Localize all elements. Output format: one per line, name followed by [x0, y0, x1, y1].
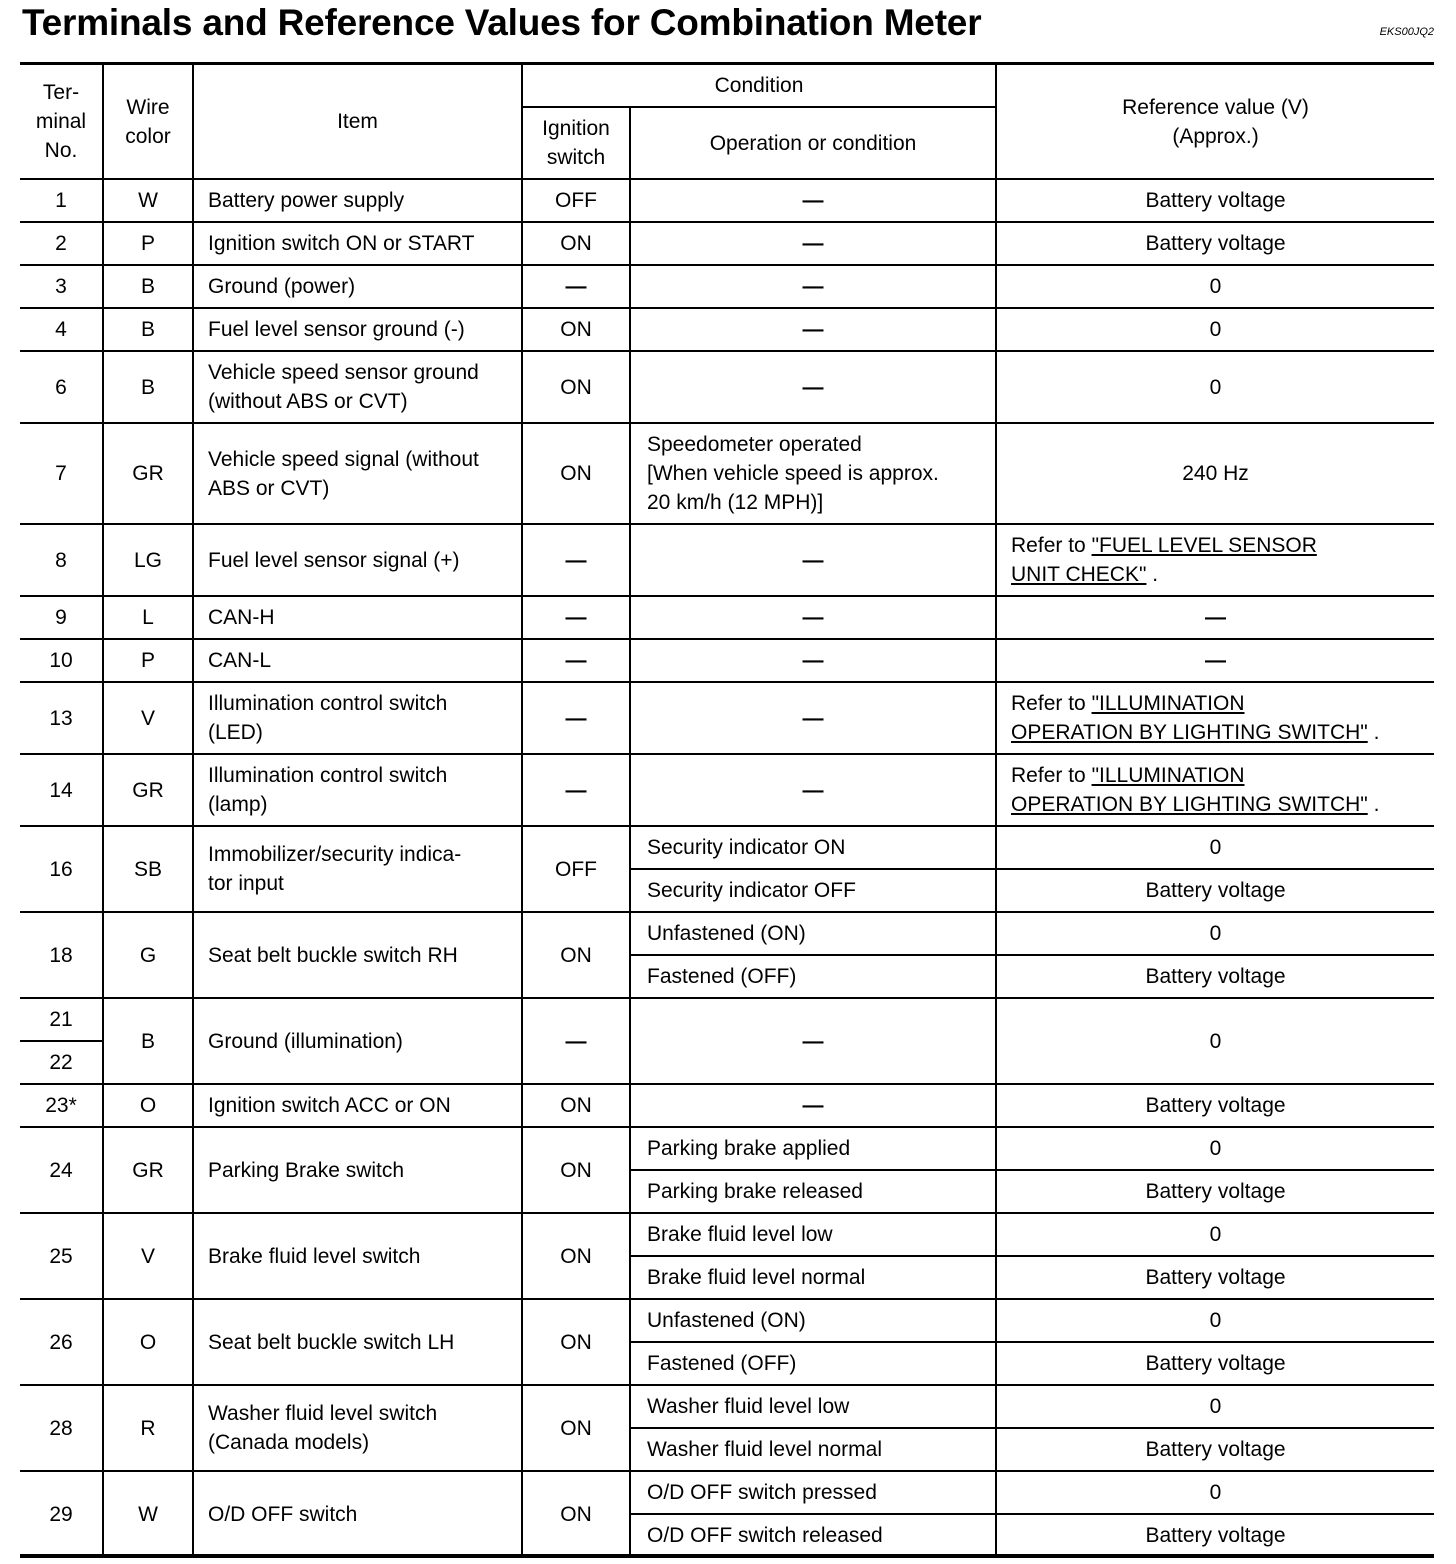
table-row: [20, 1084, 1434, 1127]
link-text-line[interactable]: UNIT CHECK": [1011, 563, 1147, 586]
operation-cell: [630, 912, 996, 955]
table-row: [20, 1127, 1434, 1170]
reference-value-cell: [996, 1471, 1434, 1514]
terminal-no-cell: [20, 351, 103, 423]
table-row: [20, 423, 1434, 524]
text-line: (Canada models): [208, 1431, 370, 1454]
text-line: Battery voltage: [1145, 1180, 1286, 1203]
text-line: Battery voltage: [1145, 1352, 1286, 1375]
terminal-no-cell: [20, 998, 103, 1041]
item-cell: [193, 682, 522, 754]
wire-color-cell: GR: [103, 423, 193, 524]
reference-value-cell: [996, 1385, 1434, 1428]
terminal-no-cell: [20, 1127, 103, 1213]
terminal-no-cell: [20, 308, 103, 351]
table-row: [20, 1471, 1434, 1514]
item-cell: [193, 754, 522, 826]
item-cell: [193, 1127, 522, 1213]
table-row: [20, 1299, 1434, 1342]
wire-color-cell: L: [103, 596, 193, 639]
wire-color-cell: R: [103, 1385, 193, 1471]
text-line: Brake fluid level normal: [647, 1266, 866, 1289]
text-line: (lamp): [208, 793, 268, 816]
terminal-no: 24: [49, 1158, 73, 1182]
operation-cell: [630, 1385, 996, 1428]
terminal-no-cell: [20, 524, 103, 596]
operation-cell: [630, 998, 996, 1084]
operation-cell: [630, 222, 996, 265]
operation-cell: [630, 351, 996, 423]
table-row: [20, 596, 1434, 639]
text-line: Speedometer operated: [647, 433, 862, 456]
operation-cell: [630, 524, 996, 596]
operation-cell: [630, 1213, 996, 1256]
table-row: [20, 308, 1434, 351]
text-line: 0: [1209, 1029, 1222, 1053]
text-line: Ground (power): [208, 275, 356, 298]
text-line: switch: [546, 146, 606, 169]
ignition-switch-cell: ON: [522, 1385, 630, 1471]
item-cell: [193, 308, 522, 351]
table-row: [20, 265, 1434, 308]
table-row: [20, 351, 1434, 423]
wire-color-cell: B: [103, 998, 193, 1084]
text-line: Fuel level sensor ground (-): [208, 318, 465, 341]
ignition-switch-cell: —: [522, 998, 630, 1084]
reference-value-cell: [996, 1514, 1434, 1557]
text-line: 0: [1209, 275, 1222, 298]
wire-color-cell: GR: [103, 754, 193, 826]
wire-color-cell: GR: [103, 1127, 193, 1213]
text-line: (without ABS or CVT): [208, 390, 408, 413]
operation-cell: [630, 179, 996, 222]
text-line: Battery voltage: [1145, 189, 1286, 212]
terminal-no-cell: [20, 596, 103, 639]
text-line: Ter-: [42, 81, 80, 104]
terminal-no: 10: [49, 649, 73, 672]
text-line: Battery power supply: [208, 189, 405, 212]
table-row: [20, 912, 1434, 955]
item-cell: [193, 1299, 522, 1385]
text-line: Vehicle speed signal (without: [208, 447, 479, 471]
operation-cell: [630, 1514, 996, 1557]
reference-value-cell: [996, 1170, 1434, 1213]
item-cell: [193, 1385, 522, 1471]
reference-value-cell: [996, 596, 1434, 639]
text-line: 0: [1209, 1309, 1222, 1332]
ignition-switch-cell: —: [522, 682, 630, 754]
text-line: Security indicator ON: [647, 836, 846, 859]
text-line: Battery voltage: [1145, 1094, 1286, 1117]
ignition-switch-cell: ON: [522, 308, 630, 351]
text-line: Brake fluid level low: [647, 1223, 833, 1246]
terminal-no: 3: [55, 275, 67, 298]
item-cell: [193, 639, 522, 682]
terminal-no: 7: [55, 462, 67, 485]
wire-color-cell: V: [103, 1213, 193, 1299]
text-line: —: [802, 1029, 824, 1053]
reference-value-cell: [996, 955, 1434, 998]
ignition-switch-cell: —: [522, 596, 630, 639]
item-cell: [193, 1084, 522, 1127]
reference-value-cell: [996, 1299, 1434, 1342]
terminal-no-cell: [20, 1084, 103, 1127]
text-line: —: [1205, 606, 1227, 629]
item-cell: [193, 423, 522, 524]
text-line: 0: [1209, 318, 1222, 341]
operation-cell: [630, 869, 996, 912]
refer-to-text: Refer to: [1011, 692, 1092, 715]
item-cell: [193, 826, 522, 912]
operation-cell: [630, 826, 996, 869]
operation-cell: [630, 1471, 996, 1514]
text-line: Ignition switch ACC or ON: [208, 1094, 451, 1117]
wire-color-cell: B: [103, 265, 193, 308]
link-text-line[interactable]: "ILLUMINATION: [1091, 692, 1245, 715]
ignition-switch-cell: —: [522, 639, 630, 682]
text-line: Brake fluid level switch: [208, 1244, 421, 1268]
ignition-switch-cell: —: [522, 754, 630, 826]
reference-value-cell: [996, 998, 1434, 1084]
link-suffix: .: [1146, 563, 1159, 586]
text-line: 21: [49, 1008, 73, 1031]
reference-value-cell: [996, 423, 1434, 524]
terminal-no-cell: [20, 639, 103, 682]
text-line: CAN-H: [208, 606, 275, 629]
text-line: 0: [1209, 1223, 1222, 1246]
text-line: tor input: [208, 872, 284, 895]
text-line: ABS or CVT): [208, 476, 330, 500]
reference-value-cell: [996, 1213, 1434, 1256]
text-line: Battery voltage: [1145, 232, 1286, 255]
table-row: [20, 179, 1434, 222]
wire-color-cell: SB: [103, 826, 193, 912]
item-cell: [193, 222, 522, 265]
text-line: Seat belt buckle switch RH: [208, 943, 458, 967]
text-line: —: [1205, 649, 1227, 672]
header-wire-color: [103, 65, 193, 179]
reference-value-cell: [996, 1428, 1434, 1471]
operation-cell: [630, 1170, 996, 1213]
bottom-rule: [20, 1554, 1434, 1557]
text-line: (LED): [208, 721, 263, 744]
ignition-switch-cell: ON: [522, 222, 630, 265]
text-line: minal: [35, 110, 87, 133]
terminal-no-cell: [20, 1213, 103, 1299]
text-line: Fuel level sensor signal (+): [208, 548, 460, 572]
document-id: EKS00JQ2: [1379, 26, 1434, 38]
operation-cell: [630, 682, 996, 754]
text-line: Battery voltage: [1145, 1266, 1286, 1289]
text-line: —: [802, 548, 824, 572]
text-line: Vehicle speed sensor ground: [208, 361, 479, 384]
reference-value-cell: [996, 179, 1434, 222]
link-suffix: .: [1367, 721, 1380, 744]
terminal-no: 4: [55, 318, 67, 341]
table-row: [20, 754, 1434, 826]
terminal-no: 8: [55, 548, 67, 572]
text-line: Wire: [126, 95, 170, 119]
reference-value-cell: [996, 826, 1434, 869]
text-line: 0: [1209, 922, 1222, 945]
ignition-switch-cell: ON: [522, 1213, 630, 1299]
text-line: —: [802, 778, 824, 802]
reference-value-cell: [996, 265, 1434, 308]
operation-cell: [630, 1299, 996, 1342]
item-cell: [193, 265, 522, 308]
text-line: Battery voltage: [1145, 1438, 1286, 1461]
text-line: Parking brake applied: [647, 1137, 851, 1160]
table-row: [20, 639, 1434, 682]
wire-color-cell: V: [103, 682, 193, 754]
reference-value-cell: [996, 1084, 1434, 1127]
text-line: 0: [1209, 375, 1222, 399]
ignition-switch-cell: ON: [522, 423, 630, 524]
link-text-line[interactable]: OPERATION BY LIGHTING SWITCH": [1011, 721, 1368, 744]
text-line: CAN-L: [208, 649, 272, 672]
terminal-no: 2: [55, 232, 67, 255]
terminal-no: 1: [55, 189, 67, 212]
operation-cell: [630, 265, 996, 308]
operation-cell: [630, 754, 996, 826]
terminal-no: 28: [49, 1416, 73, 1440]
operation-cell: [630, 1256, 996, 1299]
text-line: —: [802, 606, 824, 629]
reference-value-cell: [996, 524, 1434, 596]
ignition-switch-cell: ON: [522, 1471, 630, 1557]
text-line: Fastened (OFF): [647, 965, 797, 988]
item-cell: [193, 1213, 522, 1299]
header-terminal-no: [20, 65, 103, 179]
table-body: [20, 179, 1434, 1557]
terminal-no: 29: [49, 1502, 73, 1526]
text-line: —: [802, 318, 824, 341]
reference-value-cell: [996, 1127, 1434, 1170]
wire-color-cell: LG: [103, 524, 193, 596]
ignition-switch-cell: OFF: [522, 179, 630, 222]
text-line: Ground (illumination): [208, 1029, 403, 1053]
reference-value-cell: [996, 682, 1434, 754]
link-text-line[interactable]: OPERATION BY LIGHTING SWITCH": [1011, 793, 1368, 816]
table-row: [20, 1213, 1434, 1256]
operation-cell: [630, 423, 996, 524]
text-line: Reference value (V): [1122, 95, 1309, 119]
wire-color-cell: O: [103, 1299, 193, 1385]
text-line: Unfastened (ON): [647, 922, 806, 945]
refer-to-text: Refer to: [1011, 534, 1092, 557]
text-line: Parking brake released: [647, 1180, 863, 1203]
ignition-switch-cell: —: [522, 524, 630, 596]
text-line: Battery voltage: [1145, 879, 1286, 902]
terminal-no-cell: [20, 912, 103, 998]
reference-value-cell: [996, 912, 1434, 955]
text-line: O/D OFF switch released: [647, 1524, 883, 1547]
text-line: Illumination control switch: [208, 764, 448, 787]
table-row: [20, 1385, 1434, 1428]
text-line: Parking Brake switch: [208, 1158, 405, 1182]
ignition-switch-cell: ON: [522, 1084, 630, 1127]
operation-cell: [630, 308, 996, 351]
wire-color-cell: O: [103, 1084, 193, 1127]
item-cell: [193, 179, 522, 222]
terminal-no: 9: [55, 606, 67, 629]
header-condition: Condition: [522, 65, 996, 107]
terminal-no-cell: [20, 1385, 103, 1471]
text-line: Unfastened (ON): [647, 1309, 806, 1332]
header-operation: Operation or condition: [630, 107, 996, 179]
text-line: 0: [1209, 836, 1222, 859]
text-line: 0: [1209, 1137, 1222, 1160]
text-line: —: [802, 649, 824, 672]
table-row: [20, 826, 1434, 869]
reference-value-cell: [996, 308, 1434, 351]
ignition-switch-cell: OFF: [522, 826, 630, 912]
text-line: color: [125, 124, 171, 148]
wire-color-cell: P: [103, 639, 193, 682]
text-line: —: [802, 232, 824, 255]
table-row: [20, 222, 1434, 265]
reference-value-cell: [996, 639, 1434, 682]
link-text-line[interactable]: "ILLUMINATION: [1091, 764, 1245, 787]
text-line: 0: [1209, 1395, 1222, 1418]
terminal-no-cell: [20, 179, 103, 222]
terminal-no: 23*: [45, 1094, 77, 1117]
item-cell: [193, 351, 522, 423]
operation-cell: [630, 1084, 996, 1127]
reference-value-cell: [996, 754, 1434, 826]
text-line: —: [802, 275, 824, 298]
text-line: O/D OFF switch pressed: [647, 1481, 877, 1504]
header-reference-value: [996, 65, 1434, 179]
table-row: [20, 524, 1434, 596]
operation-cell: [630, 639, 996, 682]
reference-value-cell: [996, 869, 1434, 912]
terminal-no: 13: [49, 706, 73, 730]
ignition-switch-cell: —: [522, 265, 630, 308]
text-line: Battery voltage: [1145, 1524, 1286, 1547]
terminal-no-cell: [20, 1471, 103, 1557]
text-line: Ignition: [542, 117, 610, 140]
text-line: 240 Hz: [1182, 462, 1249, 485]
reference-value-cell: [996, 1342, 1434, 1385]
text-line: —: [802, 706, 824, 730]
item-cell: [193, 524, 522, 596]
text-line: Security indicator OFF: [647, 879, 856, 902]
text-line: 20 km/h (12 MPH)]: [647, 491, 824, 514]
terminal-no-cell: [20, 754, 103, 826]
header-ignition-switch: [522, 107, 630, 179]
refer-to-text: Refer to: [1011, 764, 1092, 787]
ignition-switch-cell: ON: [522, 912, 630, 998]
wire-color-cell: P: [103, 222, 193, 265]
operation-cell: [630, 1127, 996, 1170]
terminal-no: 14: [49, 778, 73, 802]
text-line: Battery voltage: [1145, 965, 1286, 988]
terminal-no-cell: [20, 826, 103, 912]
operation-cell: [630, 1428, 996, 1471]
terminals-table: [20, 65, 1434, 1558]
page-title: Terminals and Reference Values for Combination Meter: [22, 2, 982, 43]
operation-cell: [630, 955, 996, 998]
item-cell: [193, 596, 522, 639]
item-cell: [193, 912, 522, 998]
ignition-switch-cell: ON: [522, 351, 630, 423]
terminal-no: 25: [49, 1244, 73, 1268]
text-line: (Approx.): [1172, 124, 1259, 148]
text-line: Ignition switch ON or START: [208, 232, 475, 255]
text-line: —: [802, 189, 824, 212]
terminal-no: 18: [49, 943, 73, 967]
text-line: Immobilizer/security indica-: [208, 843, 462, 866]
item-cell: [193, 998, 522, 1084]
text-line: O/D OFF switch: [208, 1502, 358, 1526]
header-item: Item: [193, 65, 522, 179]
terminal-no-cell: [20, 222, 103, 265]
item-cell: [193, 1471, 522, 1557]
wire-color-cell: W: [103, 1471, 193, 1557]
text-line: Fastened (OFF): [647, 1352, 797, 1375]
text-line: —: [802, 1094, 824, 1117]
text-line: 0: [1209, 1481, 1222, 1504]
wire-color-cell: G: [103, 912, 193, 998]
text-line: —: [802, 375, 824, 399]
terminal-no-cell: [20, 1299, 103, 1385]
table-row: [20, 682, 1434, 754]
text-line: 22: [49, 1051, 73, 1074]
text-line: Washer fluid level normal: [647, 1438, 882, 1461]
reference-value-cell: [996, 222, 1434, 265]
link-text-line[interactable]: "FUEL LEVEL SENSOR: [1091, 534, 1317, 557]
terminal-no-cell: [20, 682, 103, 754]
terminal-no-cell: [20, 265, 103, 308]
ignition-switch-cell: ON: [522, 1127, 630, 1213]
terminal-no: 6: [55, 375, 67, 399]
text-line: Washer fluid level switch: [208, 1402, 438, 1425]
ignition-switch-cell: ON: [522, 1299, 630, 1385]
reference-value-cell: [996, 1256, 1434, 1299]
text-line: [When vehicle speed is approx.: [647, 462, 939, 485]
terminal-no-cell: [20, 423, 103, 524]
link-suffix: .: [1367, 793, 1380, 816]
wire-color-cell: W: [103, 179, 193, 222]
text-line: No.: [44, 139, 78, 162]
terminal-no: 26: [49, 1330, 73, 1354]
table-row: [20, 998, 1434, 1041]
text-line: Seat belt buckle switch LH: [208, 1330, 455, 1354]
wire-color-cell: B: [103, 308, 193, 351]
wire-color-cell: B: [103, 351, 193, 423]
reference-value-cell: [996, 351, 1434, 423]
terminal-no: 16: [49, 857, 73, 881]
operation-cell: [630, 596, 996, 639]
terminal-no-cell: [20, 1041, 103, 1084]
text-line: Washer fluid level low: [647, 1395, 850, 1418]
operation-cell: [630, 1342, 996, 1385]
text-line: Illumination control switch: [208, 692, 448, 715]
